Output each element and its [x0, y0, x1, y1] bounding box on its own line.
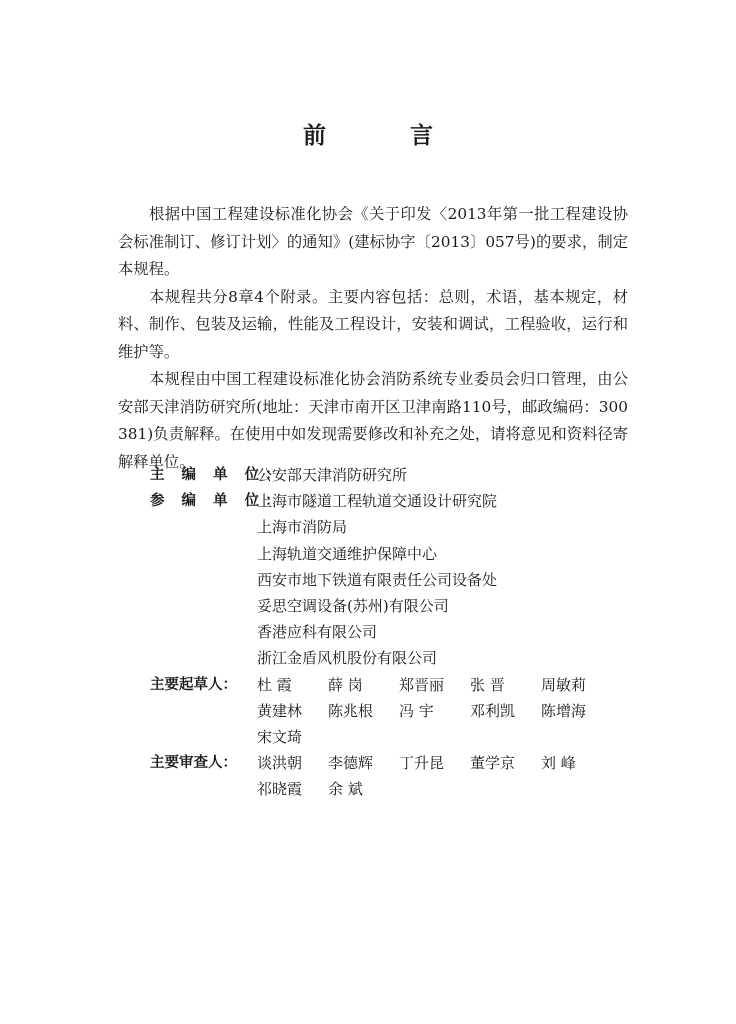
participating-label: 参 编 单 位： [150, 493, 286, 510]
person-name: 冯 宇 [399, 701, 434, 720]
participating-units [257, 488, 630, 671]
unit-name: 妥思空调设备(苏州)有限公司 [257, 597, 449, 616]
person-name: 余 斌 [328, 780, 363, 799]
page-title: 前 言 [302, 123, 471, 149]
chief-editor-label: 主 编 单 位： [150, 467, 286, 483]
participating-row [150, 488, 630, 671]
paragraph-management: 本规程由中国工程建设标准化协会消防系统专业委员会归口管理，由公安部天津消防研究所(地址：天津市南开区卫津南路110号，邮政编码：300381)负责解释。在使用中如发现需要修改和补充之处，请将意见和资料径寄解释单位。 [118, 370, 628, 471]
person-name: 祁晓霞 [257, 780, 303, 799]
person-name: 李德辉 [328, 754, 374, 773]
person-name: 薛 岗 [328, 675, 363, 694]
person-name: 杜 霞 [257, 675, 292, 694]
unit-name: 上海轨道交通维护保障中心 [257, 544, 438, 563]
person-name: 邓利凯 [470, 701, 516, 720]
person-name: 丁升昆 [399, 754, 445, 773]
unit-name: 上海市消防局 [257, 518, 348, 537]
person-name: 张 晋 [470, 675, 505, 694]
paragraph-contents: 本规程共分8章4个附录。主要内容包括：总则，术语，基本规定，材料、制作、包装及运输，性能及工程设计，安装和调试，工程验收，运行和维护等。 [118, 287, 628, 361]
unit-name: 上海市隧道工程轨道交通设计研究院 [257, 492, 498, 511]
unit-name: 公安部天津消防研究所 [257, 466, 408, 484]
preface-body [118, 201, 628, 476]
person-name: 郑晋丽 [399, 675, 445, 694]
reviewers-label: 主要审查人： [150, 755, 237, 772]
person-name: 黄建林 [257, 701, 303, 720]
credits-section [150, 462, 630, 803]
chief-editor-units [257, 462, 630, 488]
chief-editor-row [150, 462, 630, 488]
unit-name: 西安市地下铁道有限责任公司设备处 [257, 570, 498, 589]
paragraph-origin: 根据中国工程建设标准化协会《关于印发〈2013年第一批工程建设协会标准制订、修订计划〉的通知》(建标协字〔2013〕057号)的要求，制定本规程。 [118, 205, 628, 278]
drafters-row [150, 672, 630, 751]
person-name: 周敏莉 [541, 675, 587, 694]
person-name: 宋文琦 [257, 728, 303, 747]
drafters-label: 主要起草人： [150, 676, 237, 693]
person-name: 谈洪朝 [257, 754, 303, 773]
person-name: 陈增海 [541, 701, 587, 720]
reviewers-names [257, 750, 630, 802]
drafters-names [257, 672, 630, 751]
person-name: 董学京 [470, 754, 516, 773]
person-name: 陈兆根 [328, 701, 374, 720]
unit-name: 浙江金盾风机股份有限公司 [257, 649, 438, 668]
unit-name: 香港应科有限公司 [257, 623, 378, 642]
reviewers-row [150, 750, 630, 802]
person-name: 刘 峰 [541, 754, 576, 773]
